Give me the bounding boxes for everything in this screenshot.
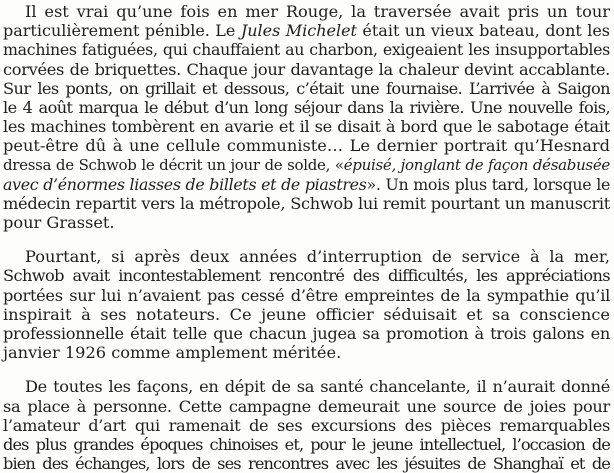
text-line: inspirait à ses notateurs. Ce jeune officier séduisait et sa conscience bbox=[3, 304, 610, 324]
text-line: corvées de briquettes. Chaque jour davantage la chaleur devint accablante. bbox=[3, 59, 610, 79]
text-line: particulièrement pénible. Le Jules Michelet était un vieux bateau, dont les bbox=[3, 21, 611, 41]
text-line: De toutes les façons, en dépit de sa santé chancelante, il n’aurait donné bbox=[25, 377, 610, 397]
text-line: Pourtant, si après deux années d’interruption de service à la mer, bbox=[25, 247, 610, 267]
text-line: sa place à personne. Cette campagne demeurait une source de joies pour bbox=[3, 396, 610, 416]
text-line: machines fatiguées, qui chauffaient au charbon, exigeaient les insupportables bbox=[3, 40, 610, 60]
book-page bbox=[3, 2, 610, 473]
text-line: Schwob avait incontestablement rencontré des difficultés, les appréciations bbox=[3, 266, 610, 286]
text-line: médecin repartit vers la métropole, Schwob lui remit pourtant un manuscrit bbox=[3, 193, 610, 213]
text-line: dressa de Schwob le décrit un jour de solde, «épuisé, jonglant de façon désabusée bbox=[3, 155, 610, 174]
text-line: janvier 1926 comme amplement méritée. bbox=[3, 343, 342, 363]
text-line: avec d’énormes liasses de billets et de piastres». Un mois plus tard, lorsque le bbox=[3, 174, 610, 194]
text-line: des plus grandes époques chinoises et, pour le jeune intellectuel, l’occasion de bbox=[3, 434, 610, 454]
text-line: Sur les ponts, on grillait et dessous, c’était une fournaise. L’arrivée à Saigon bbox=[3, 78, 610, 98]
text-line: pour Grasset. bbox=[3, 213, 115, 233]
paragraph-gap bbox=[3, 232, 610, 247]
text-line: professionnelle était telle que chacun jugea sa promotion à trois galons en bbox=[3, 324, 610, 343]
text-line: bien des échanges, lors de ses rencontres avec les jésuites de Shanghaï et de bbox=[3, 454, 610, 473]
text-line: les machines tombèrent en avarie et il se disait à bord que le sabotage était bbox=[3, 117, 610, 137]
paragraph-1 bbox=[3, 2, 610, 232]
text-line: le 4 août marqua le début d’un long séjour dans la rivière. Une nouvelle fois, bbox=[3, 97, 610, 117]
paragraph-gap bbox=[3, 362, 610, 377]
text-line: peut-être dû à une cellule communiste… Le dernier portrait qu’Hesnard bbox=[3, 136, 610, 156]
text-line: l’amateur d’art qui ramenait de ses excursions des pièces remarquables bbox=[3, 415, 610, 435]
text-line: Il est vrai qu’une fois en mer Rouge, la traversée avait pris un tour bbox=[25, 2, 610, 21]
paragraph-3 bbox=[3, 377, 610, 473]
text-line: portées sur lui n’avaient pas cessé d’être empreintes de la sympathie qu’il bbox=[3, 285, 610, 305]
paragraph-2 bbox=[3, 247, 610, 362]
